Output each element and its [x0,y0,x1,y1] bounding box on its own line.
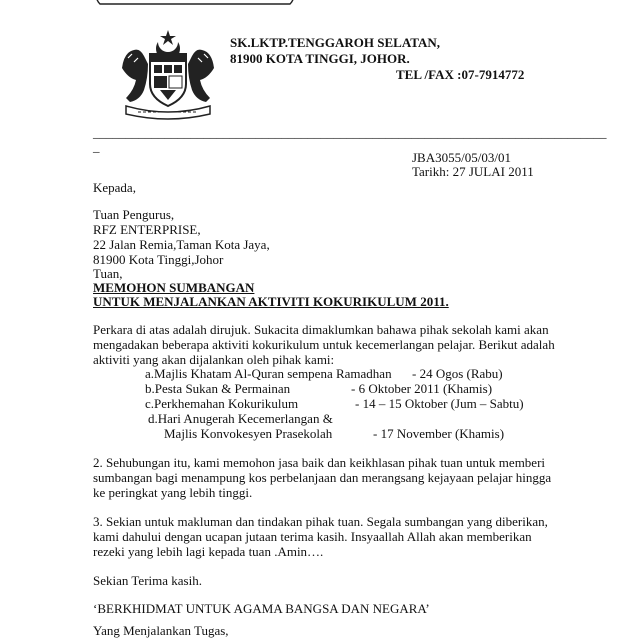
recipient-line: Tuan Pengurus, [93,207,175,222]
paragraph-1-line: Perkara di atas adalah dirujuk. Sukacita dimaklumkan bahawa pihak sekolah kami akan [93,322,549,337]
paragraph-2-line: sumbangan bagi menampung kos perbelanjaan dan merangsang kejayaan pelajar hingga [93,470,552,485]
reference-number: JBA3055/05/03/01 [412,150,511,165]
paragraph-3-line: rezeki yang lebih lagi kepada tuan .Amin…. [93,544,324,559]
paragraph-3-line: 3. Sekian untuk makluman dan tindakan pihak tuan. Segala sumbangan yang diberikan, [93,514,548,529]
paragraph-3-line: kami dahului dengan ucapan jutaan terima kasih. Insyaallah Allah akan memberikan [93,529,532,544]
closing: Sekian Terima kasih. [93,573,202,588]
paragraph-1-line: mengadakan beberapa aktiviti kokurikulum untuk kecemerlangan pelajar. Berikut adalah [93,337,555,352]
activity-name: b.Pesta Sukan & Permainan [145,381,291,396]
activity-name: c.Perkhemahan Kokurikulum [145,396,299,411]
malaysia-coat-of-arms-icon [118,28,218,120]
tel-fax: TEL /FAX :07-7914772 [396,67,525,82]
divider-tail: _ [93,139,100,154]
greeting: Tuan, [93,266,123,281]
letter-date: Tarikh: 27 JULAI 2011 [412,164,534,179]
paragraph-2-line: 2. Sehubungan itu, kami memohon jasa baik dan keikhlasan pihak tuan untuk memberi [93,455,546,470]
paragraph-2-line: ke peringkat yang lebih tinggi. [93,485,253,500]
activity-name: a.Majlis Khatam Al-Quran sempena Ramadhan [145,366,392,381]
salutation: Kepada, [93,180,136,195]
top-bracket-decoration [92,0,297,6]
paragraph-1-line: aktiviti yang akan dijalankan oleh pihak kami: [93,352,335,367]
activity-name: Majlis Konvokesyen Prasekolah [164,426,333,441]
school-address: 81900 KOTA TINGGI, JOHOR. [230,51,410,66]
activity-date: - 17 November (Khamis) [373,426,505,441]
activity-name: d.Hari Anugerah Kecemerlangan & [148,411,333,426]
subject-line-2: UNTUK MENJALANKAN AKTIVITI KOKURIKULUM 2011. [93,294,449,309]
signoff-partial: Yang Menjalankan Tugas, [93,623,229,638]
activity-date: - 6 Oktober 2011 (Khamis) [351,381,493,396]
school-name: SK.LKTP.TENGGAROH SELATAN, [230,35,440,50]
recipient-line: 22 Jalan Remia,Taman Kota Jaya, [93,237,270,252]
recipient-line: RFZ ENTERPRISE, [93,222,201,237]
recipient-line: 81900 Kota Tinggi,Johor [93,252,224,267]
activity-date: - 24 Ogos (Rabu) [412,366,503,381]
motto: ‘BERKHIDMAT UNTUK AGAMA BANGSA DAN NEGARA’ [93,601,430,616]
divider-line: _______________________________________________________________________________ [93,125,607,140]
activity-date: - 14 – 15 Oktober (Jum – Sabtu) [355,396,524,411]
subject-line-1: MEMOHON SUMBANGAN [93,280,255,295]
